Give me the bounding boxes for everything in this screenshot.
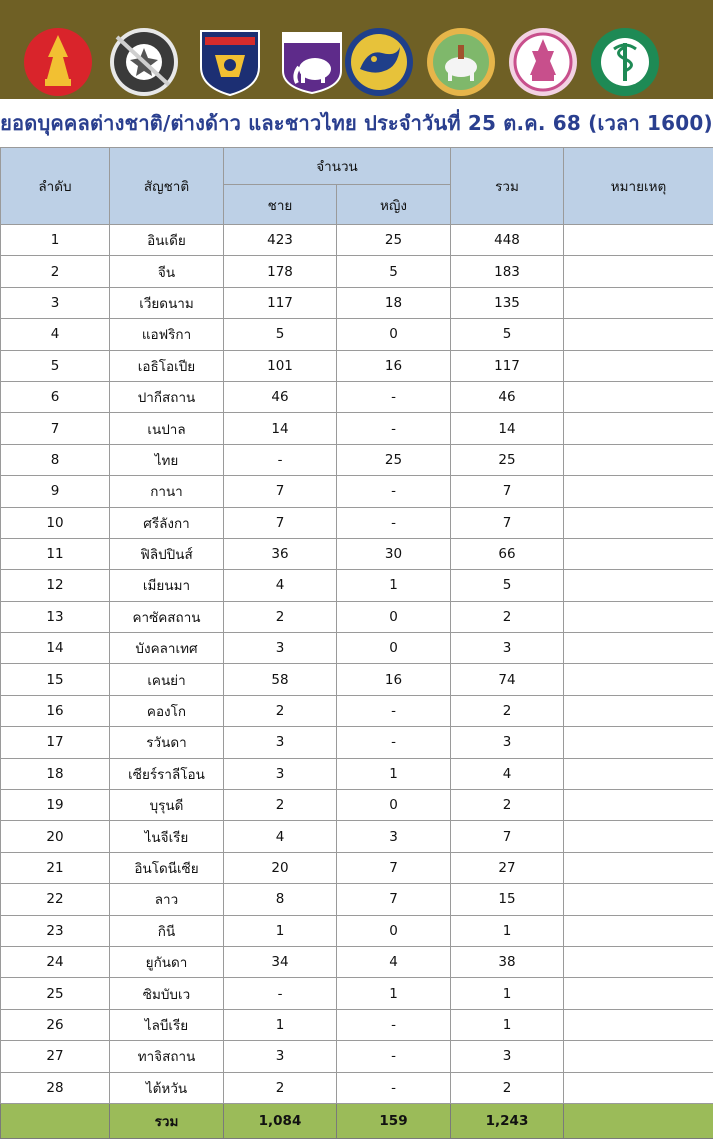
row-no: 24 <box>1 946 110 977</box>
row-male: 4 <box>224 570 337 601</box>
row-no: 5 <box>1 350 110 381</box>
row-no: 17 <box>1 727 110 758</box>
row-male: 58 <box>224 664 337 695</box>
table-row <box>1 664 713 695</box>
row-total: 1 <box>451 1009 564 1040</box>
header-remark: หมายเหตุ <box>564 148 713 225</box>
row-nationality: เนปาล <box>110 413 224 444</box>
row-male: - <box>224 444 337 475</box>
row-female: 0 <box>337 915 451 946</box>
row-male: 2 <box>224 1072 337 1103</box>
row-remark <box>564 538 713 569</box>
row-male: 117 <box>224 287 337 318</box>
row-total: 2 <box>451 695 564 726</box>
royal-emblem-icon <box>23 27 93 97</box>
row-total: 66 <box>451 538 564 569</box>
total-male: 1,084 <box>224 1103 337 1138</box>
row-nationality: คาซัคสถาน <box>110 601 224 632</box>
row-male: 2 <box>224 601 337 632</box>
row-remark <box>564 601 713 632</box>
row-male: 46 <box>224 381 337 412</box>
row-female: 1 <box>337 758 451 789</box>
row-remark <box>564 413 713 444</box>
row-total: 448 <box>451 225 564 256</box>
table-row <box>1 1072 713 1103</box>
row-no: 18 <box>1 758 110 789</box>
row-nationality: อินเดีย <box>110 225 224 256</box>
row-no: 10 <box>1 507 110 538</box>
row-female: 25 <box>337 225 451 256</box>
row-remark <box>564 381 713 412</box>
row-remark <box>564 1041 713 1072</box>
row-remark <box>564 476 713 507</box>
row-female: - <box>337 727 451 758</box>
header-female: หญิง <box>337 185 451 225</box>
ministry-seal-icon <box>508 27 578 97</box>
row-male: 1 <box>224 915 337 946</box>
table-row <box>1 413 713 444</box>
row-male: 2 <box>224 790 337 821</box>
row-remark <box>564 444 713 475</box>
table-row <box>1 381 713 412</box>
table-row <box>1 633 713 664</box>
row-remark <box>564 946 713 977</box>
row-total: 4 <box>451 758 564 789</box>
table-row <box>1 319 713 350</box>
row-nationality: จีน <box>110 256 224 287</box>
elephant-seal-icon <box>426 27 496 97</box>
row-total: 1 <box>451 978 564 1009</box>
row-no: 21 <box>1 852 110 883</box>
row-female: - <box>337 507 451 538</box>
row-total: 2 <box>451 1072 564 1103</box>
header-count: จำนวน <box>224 148 451 185</box>
row-female: 1 <box>337 570 451 601</box>
row-remark <box>564 852 713 883</box>
row-male: 34 <box>224 946 337 977</box>
row-total: 3 <box>451 727 564 758</box>
row-no: 1 <box>1 225 110 256</box>
row-female: 30 <box>337 538 451 569</box>
row-male: 423 <box>224 225 337 256</box>
row-no: 22 <box>1 884 110 915</box>
total-sum: 1,243 <box>451 1103 564 1138</box>
row-female: 1 <box>337 978 451 1009</box>
row-male: - <box>224 978 337 1009</box>
row-total: 2 <box>451 601 564 632</box>
row-female: 3 <box>337 821 451 852</box>
row-male: 7 <box>224 507 337 538</box>
row-no: 4 <box>1 319 110 350</box>
total-remark-cell <box>564 1103 713 1138</box>
row-no: 20 <box>1 821 110 852</box>
row-nationality: เอธิโอเปีย <box>110 350 224 381</box>
row-female: 0 <box>337 319 451 350</box>
header-no: ลำดับ <box>1 148 110 225</box>
row-remark <box>564 1009 713 1040</box>
table-row <box>1 444 713 475</box>
row-remark <box>564 570 713 601</box>
row-nationality: ไต้หวัน <box>110 1072 224 1103</box>
row-nationality: ซิมบับเว <box>110 978 224 1009</box>
row-nationality: ศรีลังกา <box>110 507 224 538</box>
row-remark <box>564 1072 713 1103</box>
row-nationality: เมียนมา <box>110 570 224 601</box>
row-no: 2 <box>1 256 110 287</box>
row-nationality: ไลบีเรีย <box>110 1009 224 1040</box>
header-nationality: สัญชาติ <box>110 148 224 225</box>
row-female: 0 <box>337 633 451 664</box>
row-remark <box>564 507 713 538</box>
row-nationality: กินี <box>110 915 224 946</box>
row-female: 18 <box>337 287 451 318</box>
row-female: 0 <box>337 790 451 821</box>
row-nationality: เวียดนาม <box>110 287 224 318</box>
table-row <box>1 476 713 507</box>
row-remark <box>564 915 713 946</box>
row-male: 1 <box>224 1009 337 1040</box>
row-no: 27 <box>1 1041 110 1072</box>
table-row <box>1 727 713 758</box>
table-row <box>1 256 713 287</box>
row-female: 4 <box>337 946 451 977</box>
row-nationality: ยูกันดา <box>110 946 224 977</box>
row-total: 27 <box>451 852 564 883</box>
row-male: 3 <box>224 1041 337 1072</box>
table-row <box>1 350 713 381</box>
table-row <box>1 1009 713 1040</box>
row-remark <box>564 256 713 287</box>
total-female: 159 <box>337 1103 451 1138</box>
row-total: 7 <box>451 476 564 507</box>
row-male: 5 <box>224 319 337 350</box>
row-total: 183 <box>451 256 564 287</box>
total-no-cell <box>1 1103 110 1138</box>
table-row <box>1 978 713 1009</box>
row-female: 5 <box>337 256 451 287</box>
row-nationality: คองโก <box>110 695 224 726</box>
row-nationality: บุรุนดี <box>110 790 224 821</box>
table-row <box>1 821 713 852</box>
row-female: 16 <box>337 664 451 695</box>
row-nationality: ทาจิสถาน <box>110 1041 224 1072</box>
total-label: รวม <box>110 1103 224 1138</box>
row-nationality: ลาว <box>110 884 224 915</box>
page-title: ยอดบุคคลต่างชาติ/ต่างด้าว และชาวไทย ประจำวันที่ 25 ต.ค. 68 (เวลา 1600) <box>0 111 713 135</box>
row-total: 14 <box>451 413 564 444</box>
row-no: 9 <box>1 476 110 507</box>
table-row <box>1 695 713 726</box>
row-male: 101 <box>224 350 337 381</box>
row-remark <box>564 225 713 256</box>
row-male: 14 <box>224 413 337 444</box>
row-no: 8 <box>1 444 110 475</box>
row-remark <box>564 287 713 318</box>
row-total: 46 <box>451 381 564 412</box>
row-male: 2 <box>224 695 337 726</box>
row-nationality: บังคลาเทศ <box>110 633 224 664</box>
row-male: 178 <box>224 256 337 287</box>
row-male: 20 <box>224 852 337 883</box>
row-total: 1 <box>451 915 564 946</box>
row-female: - <box>337 476 451 507</box>
row-no: 26 <box>1 1009 110 1040</box>
row-remark <box>564 821 713 852</box>
row-remark <box>564 727 713 758</box>
row-total: 117 <box>451 350 564 381</box>
row-male: 4 <box>224 821 337 852</box>
row-remark <box>564 319 713 350</box>
row-nationality: กานา <box>110 476 224 507</box>
row-remark <box>564 350 713 381</box>
table-row <box>1 884 713 915</box>
row-no: 12 <box>1 570 110 601</box>
row-remark <box>564 790 713 821</box>
row-nationality: แอฟริกา <box>110 319 224 350</box>
row-female: 0 <box>337 601 451 632</box>
row-total: 5 <box>451 570 564 601</box>
row-total: 7 <box>451 507 564 538</box>
row-female: - <box>337 381 451 412</box>
row-nationality: เคนย่า <box>110 664 224 695</box>
table-row <box>1 601 713 632</box>
table-row <box>1 225 713 256</box>
total-row <box>1 1103 713 1138</box>
row-female: 7 <box>337 852 451 883</box>
row-total: 5 <box>451 319 564 350</box>
police-seal-icon <box>109 27 179 97</box>
row-total: 2 <box>451 790 564 821</box>
row-nationality: อินโดนีเซีย <box>110 852 224 883</box>
row-no: 15 <box>1 664 110 695</box>
row-female: - <box>337 1009 451 1040</box>
row-no: 25 <box>1 978 110 1009</box>
row-total: 38 <box>451 946 564 977</box>
table-row <box>1 570 713 601</box>
nationality-table <box>0 147 713 1139</box>
row-male: 3 <box>224 727 337 758</box>
row-female: - <box>337 695 451 726</box>
table-row <box>1 1041 713 1072</box>
row-total: 135 <box>451 287 564 318</box>
row-female: - <box>337 1041 451 1072</box>
row-remark <box>564 695 713 726</box>
row-total: 15 <box>451 884 564 915</box>
table-row <box>1 915 713 946</box>
row-female: - <box>337 413 451 444</box>
row-male: 7 <box>224 476 337 507</box>
row-remark <box>564 978 713 1009</box>
row-total: 3 <box>451 633 564 664</box>
row-no: 6 <box>1 381 110 412</box>
row-remark <box>564 884 713 915</box>
row-male: 3 <box>224 633 337 664</box>
row-no: 23 <box>1 915 110 946</box>
row-nationality: ฟิลิปปินส์ <box>110 538 224 569</box>
row-nationality: เซียร์ราลีโอน <box>110 758 224 789</box>
row-no: 28 <box>1 1072 110 1103</box>
row-male: 36 <box>224 538 337 569</box>
row-female: 16 <box>337 350 451 381</box>
row-nationality: รวันดา <box>110 727 224 758</box>
immigration-shield-icon <box>195 27 265 97</box>
row-total: 7 <box>451 821 564 852</box>
table-row <box>1 287 713 318</box>
row-male: 3 <box>224 758 337 789</box>
table-row <box>1 538 713 569</box>
row-total: 3 <box>451 1041 564 1072</box>
row-remark <box>564 758 713 789</box>
table-row <box>1 790 713 821</box>
logo-banner <box>0 0 713 99</box>
row-remark <box>564 633 713 664</box>
row-no: 7 <box>1 413 110 444</box>
public-health-icon <box>590 27 660 97</box>
table-row <box>1 507 713 538</box>
table-row <box>1 852 713 883</box>
row-no: 16 <box>1 695 110 726</box>
row-no: 14 <box>1 633 110 664</box>
row-total: 74 <box>451 664 564 695</box>
row-male: 8 <box>224 884 337 915</box>
header-total: รวม <box>451 148 564 225</box>
tourist-police-icon <box>277 27 347 97</box>
row-remark <box>564 664 713 695</box>
row-no: 11 <box>1 538 110 569</box>
row-nationality: ปากีสถาน <box>110 381 224 412</box>
row-female: 25 <box>337 444 451 475</box>
row-no: 13 <box>1 601 110 632</box>
table-row <box>1 946 713 977</box>
row-no: 3 <box>1 287 110 318</box>
row-total: 25 <box>451 444 564 475</box>
row-nationality: ไนจีเรีย <box>110 821 224 852</box>
title-bar <box>0 99 713 147</box>
row-nationality: ไทย <box>110 444 224 475</box>
row-female: 7 <box>337 884 451 915</box>
table-row <box>1 758 713 789</box>
row-female: - <box>337 1072 451 1103</box>
header-male: ชาย <box>224 185 337 225</box>
provincial-seal-icon <box>344 27 414 97</box>
row-no: 19 <box>1 790 110 821</box>
